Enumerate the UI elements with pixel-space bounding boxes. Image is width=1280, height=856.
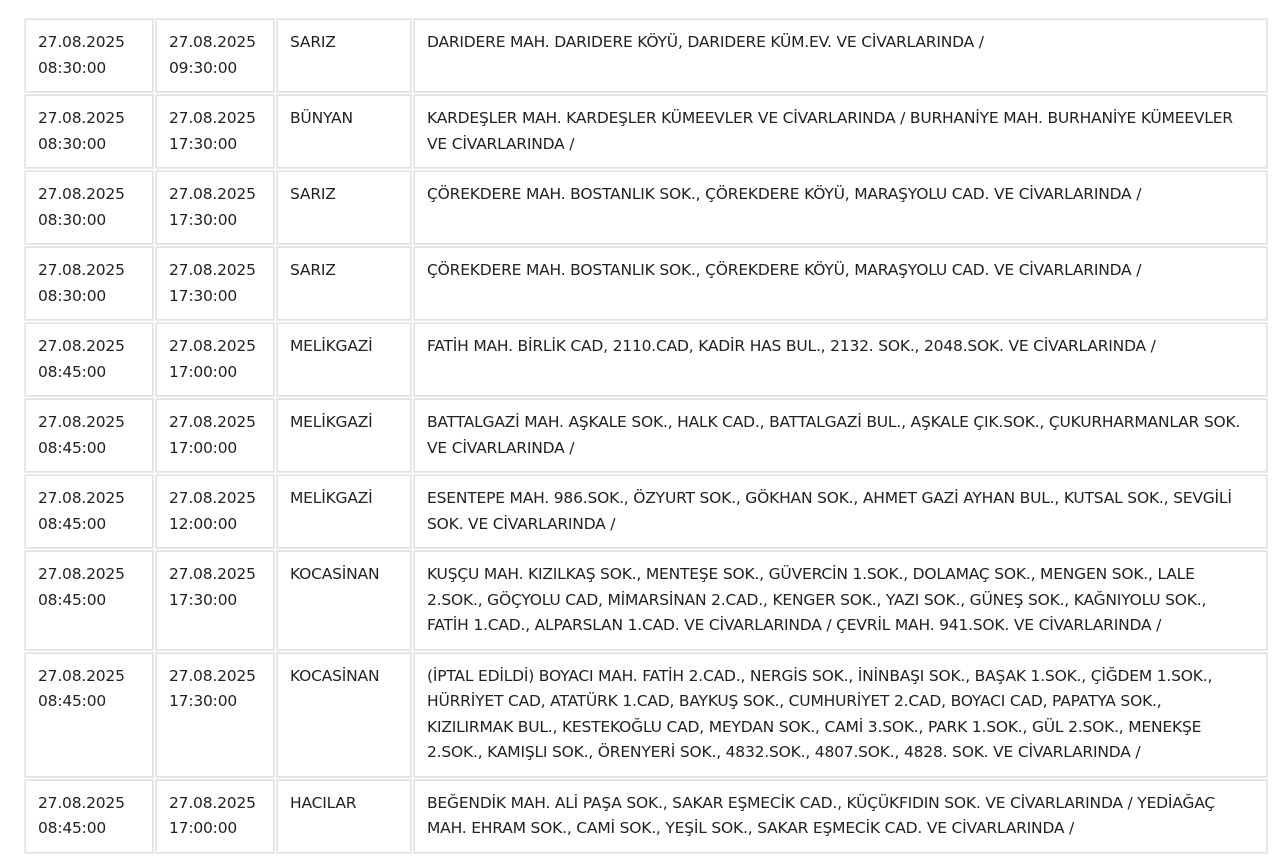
description-cell: BATTALGAZİ MAH. AŞKALE SOK., HALK CAD., BATTALGAZİ BUL., AŞKALE ÇIK.SOK., ÇUKURHARMANLAR SOK. VE CİVARLARINDA /: [414, 399, 1267, 472]
table-row: [25, 399, 1267, 472]
start-date: 27.08.2025: [38, 666, 125, 685]
end-datetime-cell: [156, 780, 274, 853]
table-row: [25, 780, 1267, 853]
start-date: 27.08.2025: [38, 261, 125, 279]
end-date: 27.08.2025: [169, 185, 256, 203]
end-datetime-cell: [156, 171, 274, 244]
end-date: 27.08.2025: [169, 489, 256, 507]
start-date: 27.08.2025: [38, 33, 125, 51]
start-date: 27.08.2025: [38, 565, 125, 583]
description-cell: KUŞÇU MAH. KIZILKAŞ SOK., MENTEŞE SOK., GÜVERCİN 1.SOK., DOLAMAÇ SOK., MENGEN SOK., LALE 2.SOK., GÖÇYOLU CAD, MİMARSİNAN 2.CAD., KENGER SOK., YAZI SOK., GÜNEŞ SOK., KAĞNIYOLU SOK., FATİH 1.CAD., ALPARSLAN 1.CAD. VE CİVARLARINDA / ÇEVRİL MAH. 941.SOK. VE CİVARLARINDA /: [414, 551, 1267, 650]
end-time: 17:00:00: [169, 438, 238, 457]
description-cell: ESENTEPE MAH. 986.SOK., ÖZYURT SOK., GÖKHAN SOK., AHMET GAZİ AYHAN BUL., KUTSAL SOK., SEVGİLİ SOK. VE CİVARLARINDA /: [414, 475, 1267, 548]
end-datetime-cell: [156, 399, 274, 472]
end-date: 27.08.2025: [169, 565, 256, 583]
description-cell: FATİH MAH. BİRLİK CAD, 2110.CAD, KADİR HAS BUL., 2132. SOK., 2048.SOK. VE CİVARLARINDA /: [414, 323, 1267, 396]
description-cell: DARIDERE MAH. DARIDERE KÖYÜ, DARIDERE KÜM.EV. VE CİVARLARINDA /: [414, 19, 1267, 92]
end-time: 17:30:00: [169, 590, 238, 609]
end-date: 27.08.2025: [169, 33, 256, 51]
start-datetime-cell: [25, 653, 153, 777]
start-datetime-cell: [25, 323, 153, 396]
end-date: 27.08.2025: [169, 109, 256, 127]
end-datetime-cell: [156, 247, 274, 320]
table-row: [25, 475, 1267, 548]
table-row: [25, 323, 1267, 396]
end-datetime-cell: [156, 653, 274, 777]
end-time: 12:00:00: [169, 514, 238, 533]
end-date: 27.08.2025: [169, 666, 256, 685]
description-cell: KARDEŞLER MAH. KARDEŞLER KÜMEEVLER VE CİVARLARINDA / BURHANİYE MAH. BURHANİYE KÜMEEVLER VE CİVARLARINDA /: [414, 95, 1267, 168]
district-cell: KOCASİNAN: [277, 653, 411, 777]
end-datetime-cell: [156, 323, 274, 396]
end-time: 09:30:00: [169, 58, 238, 77]
start-time: 08:45:00: [38, 692, 107, 710]
description-cell: (İPTAL EDİLDİ) BOYACI MAH. FATİH 2.CAD., NERGİS SOK., İNİNBAŞI SOK., BAŞAK 1.SOK., ÇİĞDEM 1.SOK., HÜRRİYET CAD, ATATÜRK 1.CAD, BAYKUŞ SOK., CUMHURİYET 2.CAD, BOYACI CAD, PAPATYA SOK., KIZILIRMAK BUL., KESTEKOĞLU CAD, MEYDAN SOK., CAMİ 3.SOK., PARK 1.SOK., GÜL 2.SOK., MENEKŞE 2.SOK., KAMIŞLI SOK., ÖRENYERİ SOK., 4832.SOK., 4807.SOK., 4828. SOK. VE CİVARLARINDA /: [414, 653, 1267, 777]
start-datetime-cell: [25, 171, 153, 244]
start-time: 08:30:00: [38, 58, 107, 77]
district-cell: SARIZ: [277, 171, 411, 244]
end-date: 27.08.2025: [169, 337, 256, 355]
start-time: 08:45:00: [38, 819, 107, 837]
district-cell: MELİKGAZİ: [277, 323, 411, 396]
start-datetime-cell: [25, 247, 153, 320]
start-time: 08:30:00: [38, 210, 107, 229]
end-time: 17:30:00: [169, 134, 238, 153]
start-datetime-cell: [25, 19, 153, 92]
start-date: 27.08.2025: [38, 793, 125, 812]
table-row: [25, 653, 1267, 777]
start-datetime-cell: [25, 399, 153, 472]
end-datetime-cell: [156, 95, 274, 168]
district-cell: KOCASİNAN: [277, 551, 411, 650]
start-date: 27.08.2025: [38, 489, 125, 507]
district-cell: SARIZ: [277, 247, 411, 320]
start-date: 27.08.2025: [38, 337, 125, 355]
table-row: [25, 551, 1267, 650]
end-time: 17:30:00: [169, 286, 238, 305]
start-time: 08:45:00: [38, 514, 107, 533]
description-cell: BEĞENDİK MAH. ALİ PAŞA SOK., SAKAR EŞMECİK CAD., KÜÇÜKFIDIN SOK. VE CİVARLARINDA / YEDİAĞAÇ MAH. EHRAM SOK., CAMİ SOK., YEŞİL SOK., SAKAR EŞMECİK CAD. VE CİVARLARINDA /: [414, 780, 1267, 853]
start-datetime-cell: [25, 780, 153, 853]
start-date: 27.08.2025: [38, 185, 125, 203]
table-row: [25, 95, 1267, 168]
district-cell: MELİKGAZİ: [277, 399, 411, 472]
start-datetime-cell: [25, 95, 153, 168]
end-date: 27.08.2025: [169, 793, 256, 812]
start-date: 27.08.2025: [38, 109, 125, 127]
end-time: 17:30:00: [169, 210, 238, 229]
end-date: 27.08.2025: [169, 413, 256, 431]
district-cell: MELİKGAZİ: [277, 475, 411, 548]
table-row: [25, 19, 1267, 92]
start-date: 27.08.2025: [38, 413, 125, 431]
description-cell: ÇÖREKDERE MAH. BOSTANLIK SOK., ÇÖREKDERE KÖYÜ, MARAŞYOLU CAD. VE CİVARLARINDA /: [414, 171, 1267, 244]
end-time: 17:30:00: [169, 692, 238, 710]
outage-table-body: [25, 19, 1267, 853]
start-time: 08:30:00: [38, 286, 107, 305]
table-row: [25, 171, 1267, 244]
end-datetime-cell: [156, 475, 274, 548]
start-datetime-cell: [25, 475, 153, 548]
start-time: 08:45:00: [38, 438, 107, 457]
district-cell: BÜNYAN: [277, 95, 411, 168]
end-date: 27.08.2025: [169, 261, 256, 279]
district-cell: HACILAR: [277, 780, 411, 853]
table-row: [25, 247, 1267, 320]
start-time: 08:30:00: [38, 134, 107, 153]
district-cell: SARIZ: [277, 19, 411, 92]
description-cell: ÇÖREKDERE MAH. BOSTANLIK SOK., ÇÖREKDERE KÖYÜ, MARAŞYOLU CAD. VE CİVARLARINDA /: [414, 247, 1267, 320]
end-datetime-cell: [156, 551, 274, 650]
start-time: 08:45:00: [38, 362, 107, 381]
start-time: 08:45:00: [38, 590, 107, 609]
end-datetime-cell: [156, 19, 274, 92]
end-time: 17:00:00: [169, 819, 238, 837]
outage-table-container: [22, 16, 1270, 856]
end-time: 17:00:00: [169, 362, 238, 381]
outage-table: [22, 16, 1270, 856]
start-datetime-cell: [25, 551, 153, 650]
